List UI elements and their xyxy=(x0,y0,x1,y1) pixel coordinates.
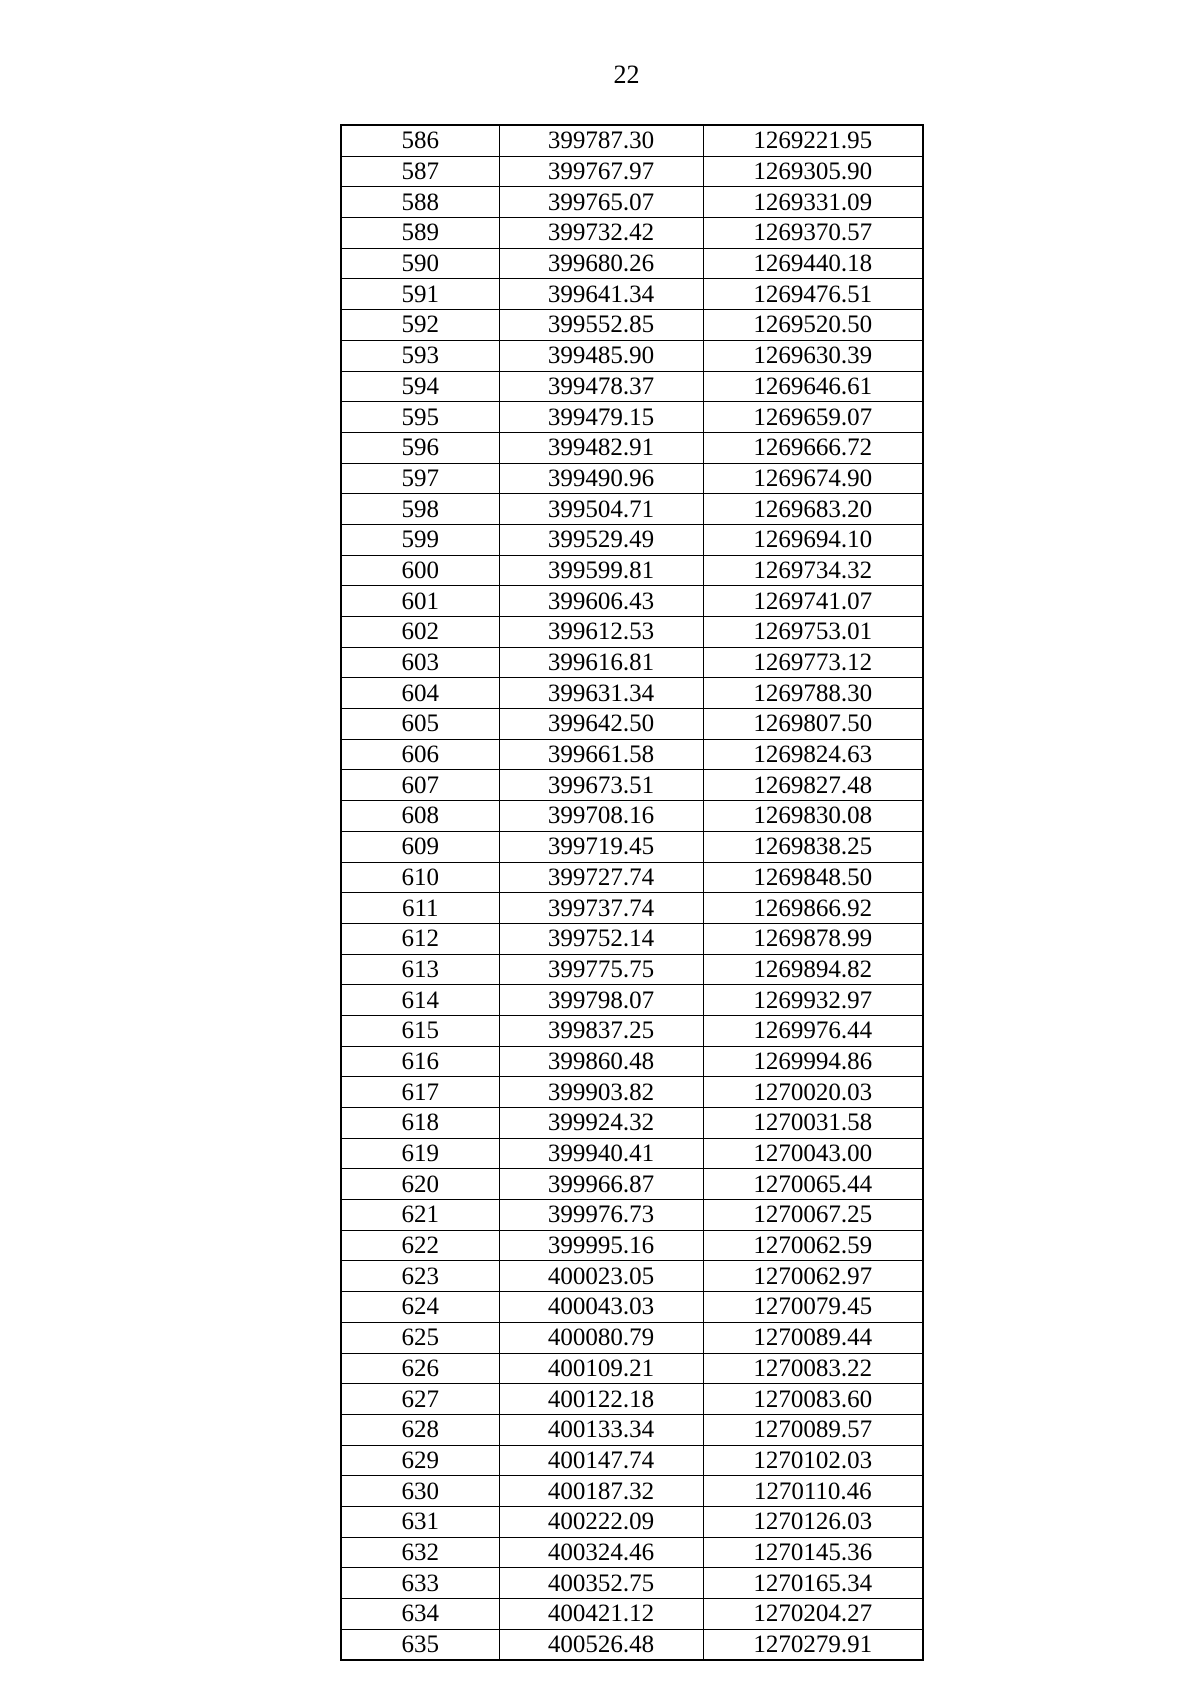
x-coordinate-cell: 399642.50 xyxy=(499,709,703,740)
table-row xyxy=(341,279,923,310)
table-row xyxy=(341,1230,923,1261)
page-number: 22 xyxy=(613,60,640,89)
y-coordinate-cell: 1269976.44 xyxy=(703,1015,923,1046)
x-coordinate-cell: 399976.73 xyxy=(499,1200,703,1231)
x-coordinate-cell: 399661.58 xyxy=(499,739,703,770)
table-row xyxy=(341,1108,923,1139)
y-coordinate-cell: 1269694.10 xyxy=(703,524,923,555)
y-coordinate-cell: 1270279.91 xyxy=(703,1629,923,1660)
table-row xyxy=(341,1261,923,1292)
y-coordinate-cell: 1270089.44 xyxy=(703,1322,923,1353)
x-coordinate-cell: 399940.41 xyxy=(499,1138,703,1169)
table-row xyxy=(341,923,923,954)
table-row xyxy=(341,1414,923,1445)
table-row xyxy=(341,893,923,924)
table-row xyxy=(341,1568,923,1599)
point-number-cell: 598 xyxy=(341,494,499,525)
y-coordinate-cell: 1269221.95 xyxy=(703,125,923,156)
y-coordinate-cell: 1269646.61 xyxy=(703,371,923,402)
point-number-cell: 589 xyxy=(341,218,499,249)
table-row xyxy=(341,954,923,985)
point-number-cell: 628 xyxy=(341,1414,499,1445)
table-row xyxy=(341,770,923,801)
y-coordinate-cell: 1269734.32 xyxy=(703,555,923,586)
table-row xyxy=(341,1322,923,1353)
x-coordinate-cell: 400187.32 xyxy=(499,1476,703,1507)
x-coordinate-cell: 399616.81 xyxy=(499,647,703,678)
y-coordinate-cell: 1270020.03 xyxy=(703,1077,923,1108)
x-coordinate-cell: 399708.16 xyxy=(499,801,703,832)
y-coordinate-cell: 1269630.39 xyxy=(703,340,923,371)
point-number-cell: 617 xyxy=(341,1077,499,1108)
point-number-cell: 618 xyxy=(341,1108,499,1139)
table-row xyxy=(341,248,923,279)
y-coordinate-cell: 1270165.34 xyxy=(703,1568,923,1599)
x-coordinate-cell: 399775.75 xyxy=(499,954,703,985)
point-number-cell: 616 xyxy=(341,1046,499,1077)
x-coordinate-cell: 400352.75 xyxy=(499,1568,703,1599)
point-number-cell: 626 xyxy=(341,1353,499,1384)
x-coordinate-cell: 399787.30 xyxy=(499,125,703,156)
x-coordinate-cell: 399765.07 xyxy=(499,187,703,218)
y-coordinate-cell: 1269476.51 xyxy=(703,279,923,310)
point-number-cell: 611 xyxy=(341,893,499,924)
x-coordinate-cell: 400043.03 xyxy=(499,1292,703,1323)
y-coordinate-cell: 1269666.72 xyxy=(703,432,923,463)
y-coordinate-cell: 1269824.63 xyxy=(703,739,923,770)
table-row xyxy=(341,463,923,494)
point-number-cell: 619 xyxy=(341,1138,499,1169)
y-coordinate-cell: 1269659.07 xyxy=(703,402,923,433)
point-number-cell: 615 xyxy=(341,1015,499,1046)
table-row xyxy=(341,1292,923,1323)
y-coordinate-cell: 1269753.01 xyxy=(703,617,923,648)
point-number-cell: 601 xyxy=(341,586,499,617)
x-coordinate-cell: 400133.34 xyxy=(499,1414,703,1445)
y-coordinate-cell: 1270110.46 xyxy=(703,1476,923,1507)
y-coordinate-cell: 1269848.50 xyxy=(703,862,923,893)
x-coordinate-cell: 399673.51 xyxy=(499,770,703,801)
point-number-cell: 621 xyxy=(341,1200,499,1231)
point-number-cell: 614 xyxy=(341,985,499,1016)
x-coordinate-cell: 399752.14 xyxy=(499,923,703,954)
y-coordinate-cell: 1269838.25 xyxy=(703,831,923,862)
table-row xyxy=(341,831,923,862)
point-number-cell: 588 xyxy=(341,187,499,218)
x-coordinate-cell: 399680.26 xyxy=(499,248,703,279)
point-number-cell: 624 xyxy=(341,1292,499,1323)
point-number-cell: 595 xyxy=(341,402,499,433)
x-coordinate-cell: 399837.25 xyxy=(499,1015,703,1046)
y-coordinate-cell: 1270067.25 xyxy=(703,1200,923,1231)
x-coordinate-cell: 399924.32 xyxy=(499,1108,703,1139)
point-number-cell: 599 xyxy=(341,524,499,555)
point-number-cell: 587 xyxy=(341,156,499,187)
table-row xyxy=(341,310,923,341)
y-coordinate-cell: 1269866.92 xyxy=(703,893,923,924)
point-number-cell: 629 xyxy=(341,1445,499,1476)
x-coordinate-cell: 399479.15 xyxy=(499,402,703,433)
point-number-cell: 590 xyxy=(341,248,499,279)
table-row xyxy=(341,985,923,1016)
point-number-cell: 586 xyxy=(341,125,499,156)
y-coordinate-cell: 1269830.08 xyxy=(703,801,923,832)
point-number-cell: 594 xyxy=(341,371,499,402)
x-coordinate-cell: 399599.81 xyxy=(499,555,703,586)
point-number-cell: 602 xyxy=(341,617,499,648)
coordinates-table xyxy=(340,124,924,1661)
y-coordinate-cell: 1270062.97 xyxy=(703,1261,923,1292)
x-coordinate-cell: 399485.90 xyxy=(499,340,703,371)
point-number-cell: 613 xyxy=(341,954,499,985)
y-coordinate-cell: 1269788.30 xyxy=(703,678,923,709)
table-row xyxy=(341,617,923,648)
x-coordinate-cell: 399612.53 xyxy=(499,617,703,648)
table-row xyxy=(341,739,923,770)
x-coordinate-cell: 399478.37 xyxy=(499,371,703,402)
y-coordinate-cell: 1269683.20 xyxy=(703,494,923,525)
table-row xyxy=(341,801,923,832)
x-coordinate-cell: 400147.74 xyxy=(499,1445,703,1476)
x-coordinate-cell: 400526.48 xyxy=(499,1629,703,1660)
y-coordinate-cell: 1269994.86 xyxy=(703,1046,923,1077)
x-coordinate-cell: 399995.16 xyxy=(499,1230,703,1261)
point-number-cell: 597 xyxy=(341,463,499,494)
x-coordinate-cell: 399606.43 xyxy=(499,586,703,617)
table-row xyxy=(341,1169,923,1200)
y-coordinate-cell: 1270062.59 xyxy=(703,1230,923,1261)
point-number-cell: 604 xyxy=(341,678,499,709)
point-number-cell: 605 xyxy=(341,709,499,740)
x-coordinate-cell: 399767.97 xyxy=(499,156,703,187)
x-coordinate-cell: 399860.48 xyxy=(499,1046,703,1077)
point-number-cell: 631 xyxy=(341,1506,499,1537)
table-row xyxy=(341,1506,923,1537)
y-coordinate-cell: 1269370.57 xyxy=(703,218,923,249)
table-row xyxy=(341,1200,923,1231)
x-coordinate-cell: 400324.46 xyxy=(499,1537,703,1568)
table-row xyxy=(341,1599,923,1630)
x-coordinate-cell: 399504.71 xyxy=(499,494,703,525)
point-number-cell: 633 xyxy=(341,1568,499,1599)
table-row xyxy=(341,340,923,371)
table-row xyxy=(341,1077,923,1108)
y-coordinate-cell: 1269674.90 xyxy=(703,463,923,494)
y-coordinate-cell: 1270043.00 xyxy=(703,1138,923,1169)
y-coordinate-cell: 1270102.03 xyxy=(703,1445,923,1476)
y-coordinate-cell: 1269440.18 xyxy=(703,248,923,279)
table-row xyxy=(341,1138,923,1169)
point-number-cell: 591 xyxy=(341,279,499,310)
y-coordinate-cell: 1269773.12 xyxy=(703,647,923,678)
table-row xyxy=(341,586,923,617)
x-coordinate-cell: 400109.21 xyxy=(499,1353,703,1384)
point-number-cell: 592 xyxy=(341,310,499,341)
table-row xyxy=(341,1015,923,1046)
coordinates-table-body xyxy=(341,125,923,1660)
table-row xyxy=(341,125,923,156)
x-coordinate-cell: 399727.74 xyxy=(499,862,703,893)
y-coordinate-cell: 1269894.82 xyxy=(703,954,923,985)
y-coordinate-cell: 1270204.27 xyxy=(703,1599,923,1630)
point-number-cell: 627 xyxy=(341,1384,499,1415)
table-row xyxy=(341,494,923,525)
table-row xyxy=(341,1046,923,1077)
point-number-cell: 608 xyxy=(341,801,499,832)
point-number-cell: 622 xyxy=(341,1230,499,1261)
y-coordinate-cell: 1270083.60 xyxy=(703,1384,923,1415)
table-row xyxy=(341,555,923,586)
point-number-cell: 600 xyxy=(341,555,499,586)
x-coordinate-cell: 400023.05 xyxy=(499,1261,703,1292)
point-number-cell: 623 xyxy=(341,1261,499,1292)
x-coordinate-cell: 400222.09 xyxy=(499,1506,703,1537)
table-row xyxy=(341,647,923,678)
y-coordinate-cell: 1269807.50 xyxy=(703,709,923,740)
y-coordinate-cell: 1269878.99 xyxy=(703,923,923,954)
point-number-cell: 596 xyxy=(341,432,499,463)
x-coordinate-cell: 399641.34 xyxy=(499,279,703,310)
x-coordinate-cell: 399732.42 xyxy=(499,218,703,249)
y-coordinate-cell: 1270089.57 xyxy=(703,1414,923,1445)
x-coordinate-cell: 400421.12 xyxy=(499,1599,703,1630)
x-coordinate-cell: 399631.34 xyxy=(499,678,703,709)
table-row xyxy=(341,1476,923,1507)
y-coordinate-cell: 1270079.45 xyxy=(703,1292,923,1323)
y-coordinate-cell: 1269305.90 xyxy=(703,156,923,187)
point-number-cell: 620 xyxy=(341,1169,499,1200)
table-row xyxy=(341,709,923,740)
table-row xyxy=(341,1353,923,1384)
y-coordinate-cell: 1269741.07 xyxy=(703,586,923,617)
point-number-cell: 593 xyxy=(341,340,499,371)
y-coordinate-cell: 1270083.22 xyxy=(703,1353,923,1384)
x-coordinate-cell: 399903.82 xyxy=(499,1077,703,1108)
table-row xyxy=(341,432,923,463)
x-coordinate-cell: 399719.45 xyxy=(499,831,703,862)
point-number-cell: 635 xyxy=(341,1629,499,1660)
x-coordinate-cell: 399966.87 xyxy=(499,1169,703,1200)
table-row xyxy=(341,187,923,218)
y-coordinate-cell: 1269932.97 xyxy=(703,985,923,1016)
point-number-cell: 612 xyxy=(341,923,499,954)
table-row xyxy=(341,1384,923,1415)
point-number-cell: 625 xyxy=(341,1322,499,1353)
x-coordinate-cell: 399529.49 xyxy=(499,524,703,555)
point-number-cell: 607 xyxy=(341,770,499,801)
x-coordinate-cell: 399490.96 xyxy=(499,463,703,494)
point-number-cell: 634 xyxy=(341,1599,499,1630)
table-row xyxy=(341,1445,923,1476)
table-row xyxy=(341,1629,923,1660)
point-number-cell: 632 xyxy=(341,1537,499,1568)
table-row xyxy=(341,524,923,555)
point-number-cell: 610 xyxy=(341,862,499,893)
x-coordinate-cell: 399482.91 xyxy=(499,432,703,463)
x-coordinate-cell: 400122.18 xyxy=(499,1384,703,1415)
table-row xyxy=(341,156,923,187)
table-row xyxy=(341,862,923,893)
x-coordinate-cell: 400080.79 xyxy=(499,1322,703,1353)
table-row xyxy=(341,402,923,433)
x-coordinate-cell: 399798.07 xyxy=(499,985,703,1016)
point-number-cell: 609 xyxy=(341,831,499,862)
table-row xyxy=(341,218,923,249)
point-number-cell: 630 xyxy=(341,1476,499,1507)
y-coordinate-cell: 1270031.58 xyxy=(703,1108,923,1139)
y-coordinate-cell: 1270065.44 xyxy=(703,1169,923,1200)
y-coordinate-cell: 1270126.03 xyxy=(703,1506,923,1537)
point-number-cell: 606 xyxy=(341,739,499,770)
x-coordinate-cell: 399552.85 xyxy=(499,310,703,341)
table-row xyxy=(341,371,923,402)
y-coordinate-cell: 1269520.50 xyxy=(703,310,923,341)
y-coordinate-cell: 1270145.36 xyxy=(703,1537,923,1568)
point-number-cell: 603 xyxy=(341,647,499,678)
y-coordinate-cell: 1269331.09 xyxy=(703,187,923,218)
y-coordinate-cell: 1269827.48 xyxy=(703,770,923,801)
table-row xyxy=(341,1537,923,1568)
x-coordinate-cell: 399737.74 xyxy=(499,893,703,924)
table-row xyxy=(341,678,923,709)
